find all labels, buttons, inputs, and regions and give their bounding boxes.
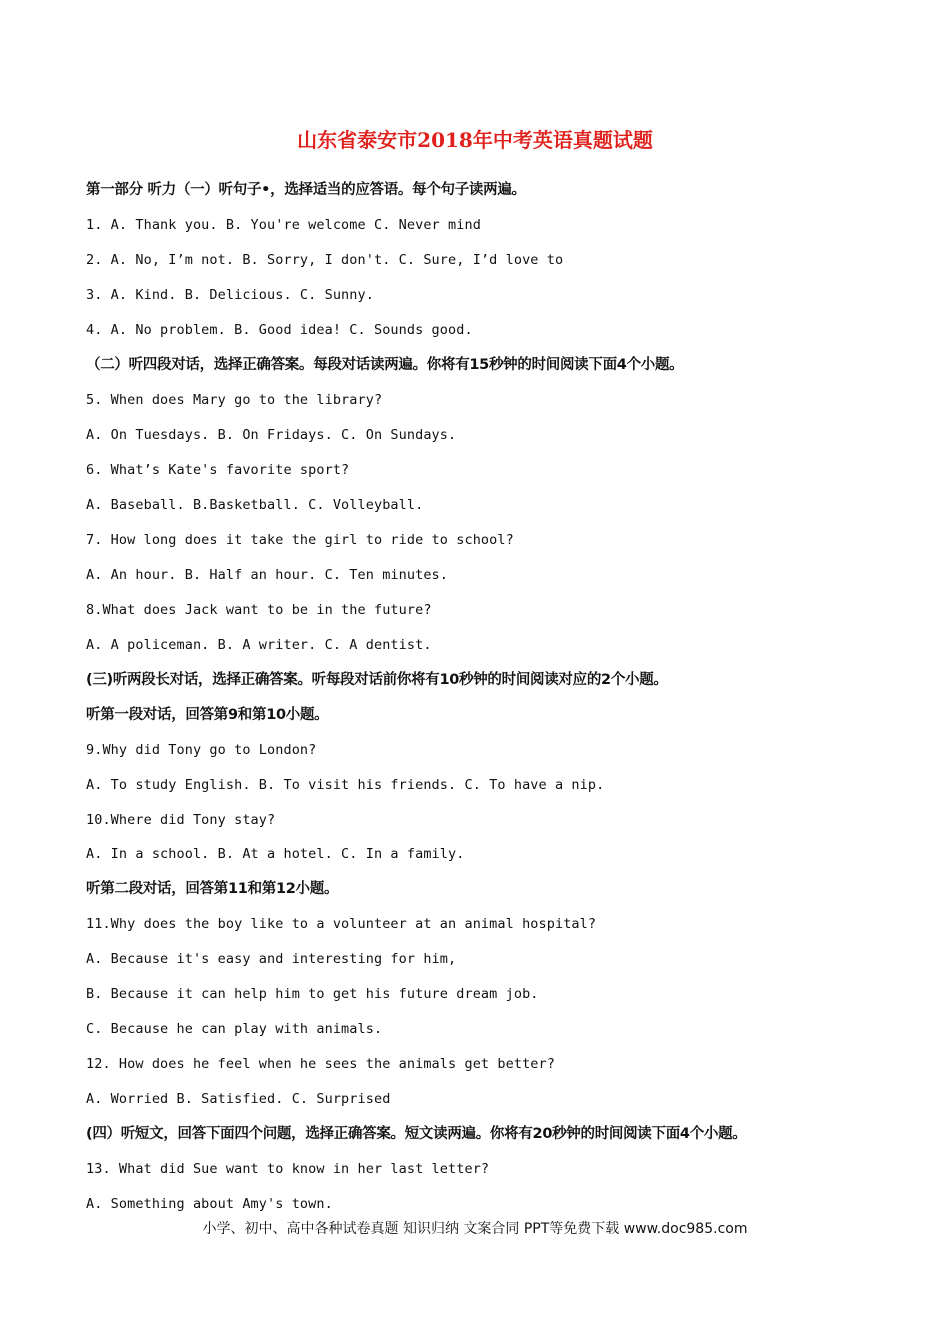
question-line: 8.What does Jack want to be in the future?	[86, 602, 432, 618]
question-line: A. Worried B. Satisfied. C. Surprised	[86, 1091, 391, 1107]
question-line: 9.Why did Tony go to London?	[86, 742, 317, 758]
question-line: 12. How does he feel when he sees the animals get better?	[86, 1056, 555, 1072]
question-line: 10.Where did Tony stay?	[86, 812, 276, 828]
question-line: A. An hour. B. Half an hour. C. Ten minutes.	[86, 567, 449, 583]
question-line: A. Because it's easy and interesting for him,	[86, 951, 457, 967]
section-heading: （二）听四段对话，选择正确答案。每段对话读两遍。你将有15秒钟的时间阅读下面4个小题。	[86, 357, 684, 373]
page-footer: 小学、初中、高中各种试卷真题 知识归纳 文案合同 PPT等免费下载 www.doc985.com	[202, 1221, 748, 1237]
question-line: 2. A. No, I’m not. B. Sorry, I don't. C. Sure, I’d love to	[86, 252, 564, 268]
question-line: 5. When does Mary go to the library?	[86, 392, 383, 408]
question-line: 6. What’s Kate's favorite sport?	[86, 462, 350, 478]
page-title: 山东省泰安市2018年中考英语真题试题	[297, 128, 653, 152]
question-line: A. On Tuesdays. B. On Fridays. C. On Sundays.	[86, 427, 457, 443]
question-line: C. Because he can play with animals.	[86, 1021, 383, 1037]
question-line: 1. A. Thank you. B. You're welcome C. Never mind	[86, 217, 481, 233]
question-line: 7. How long does it take the girl to ride to school?	[86, 532, 514, 548]
question-line: A. Something about Amy's town.	[86, 1196, 333, 1212]
question-line: 11.Why does the boy like to a volunteer at an animal hospital?	[86, 916, 597, 932]
question-line: A. A policeman. B. A writer. C. A dentist.	[86, 637, 432, 653]
question-line: A. Baseball. B.Basketball. C. Volleyball.	[86, 497, 424, 513]
section-heading: (四）听短文，回答下面四个问题，选择正确答案。短文读两遍。你将有20秒钟的时间阅读下面4个小题。	[86, 1126, 747, 1142]
section-heading: (三)听两段长对话，选择正确答案。听每段对话前你将有10秒钟的时间阅读对应的2个小题。	[86, 672, 668, 688]
question-line: 3. A. Kind. B. Delicious. C. Sunny.	[86, 287, 374, 303]
section-heading: 听第一段对话，回答第9和第10小题。	[86, 707, 329, 723]
question-line: B. Because it can help him to get his future dream job.	[86, 986, 539, 1002]
question-line: A. In a school. B. At a hotel. C. In a family.	[86, 846, 465, 862]
section-heading: 第一部分 听力（一）听句子•，选择适当的应答语。每个句子读两遍。	[86, 182, 526, 198]
question-line: A. To study English. B. To visit his friends. C. To have a nip.	[86, 777, 605, 793]
question-line: 4. A. No problem. B. Good idea! C. Sounds good.	[86, 322, 473, 338]
question-line: 13. What did Sue want to know in her last letter?	[86, 1161, 490, 1177]
section-heading: 听第二段对话，回答第11和第12小题。	[86, 881, 339, 897]
